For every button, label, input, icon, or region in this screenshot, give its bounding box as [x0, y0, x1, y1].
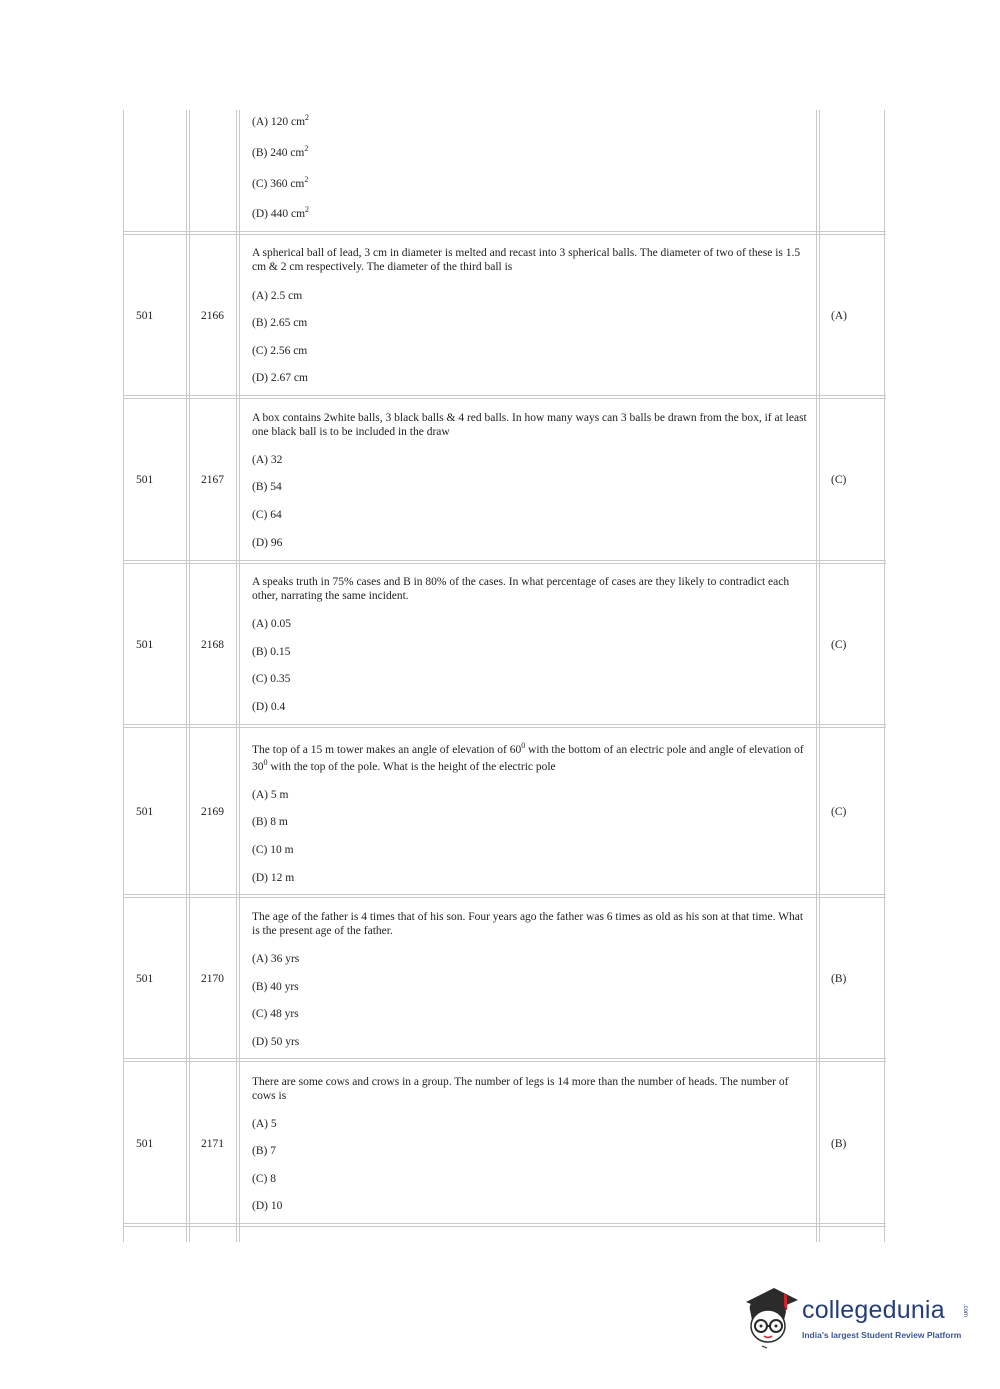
- question-text: The age of the father is 4 times that of his son. Four years ago the father was 6 times as old as his son at that time. What is the present age of the father.: [252, 911, 804, 937]
- mascot-icon: [740, 1280, 802, 1350]
- paper-code: 501: [136, 806, 154, 818]
- row-divider: [123, 894, 886, 895]
- row-divider: [123, 1061, 886, 1062]
- question-number: 2169: [201, 806, 224, 818]
- option-b: (B) 2.65 cm: [252, 317, 308, 329]
- option-d: (D) 440 $cm^2$: [252, 205, 310, 220]
- row-divider: [123, 560, 886, 561]
- option-a: (A) 2.5 cm: [252, 290, 303, 302]
- option-b: (B) 0.15: [252, 646, 291, 658]
- column-divider: [819, 110, 820, 1242]
- option-d: (D) 12 m: [252, 872, 295, 884]
- option-c: (C) 10 m: [252, 844, 294, 856]
- option-a: (A) 5: [252, 1118, 277, 1130]
- question-text: There are some cows and crows in a group. The number of legs is 14 more than the number of heads. The number of cows is: [252, 1076, 789, 1102]
- table-border-right: [884, 110, 885, 1242]
- column-divider: [239, 110, 240, 1242]
- question-text: The top of a 15 m tower makes an angle of elevation of $60^0$ with the bottom of an electric pole and angle of elevation of $30^0$ with the top of the pole. What is the height of the electric pole: [252, 741, 804, 773]
- row-divider: [123, 395, 886, 396]
- row-divider: [123, 563, 886, 564]
- row-divider: [123, 727, 886, 728]
- row-divider: [123, 897, 886, 898]
- paper-code: 501: [136, 973, 154, 985]
- collegedunia-logo: [740, 1280, 970, 1360]
- row-divider: [123, 1223, 886, 1224]
- option-c: (C) 0.35: [252, 673, 291, 685]
- answer-key: (B): [831, 1138, 847, 1150]
- option-d: (D) 0.4: [252, 701, 286, 713]
- option-b: (B) 7: [252, 1145, 276, 1157]
- option-c: (C) 48 yrs: [252, 1008, 299, 1020]
- paper-code: 501: [136, 1138, 154, 1150]
- question-number: 2166: [201, 310, 224, 322]
- answer-key: (C): [831, 474, 847, 486]
- option-a: (A) 120 $cm^2$: [252, 113, 310, 128]
- row-divider: [123, 398, 886, 399]
- logo-domain: .com: [962, 1304, 968, 1318]
- answer-key: (C): [831, 639, 847, 651]
- column-divider: [186, 110, 187, 1242]
- column-divider: [189, 110, 190, 1242]
- answer-key: (A): [831, 310, 847, 322]
- row-divider: [123, 1058, 886, 1059]
- option-b: (B) 54: [252, 481, 282, 493]
- question-text: A box contains 2white balls, 3 black balls & 4 red balls. In how many ways can 3 balls be drawn from the box, if at least one black ball is to be included in the draw: [252, 412, 807, 438]
- option-d: (D) 50 yrs: [252, 1036, 300, 1048]
- option-b: (B) 40 yrs: [252, 981, 299, 993]
- option-c: (C) 8: [252, 1173, 276, 1185]
- answer-key: (C): [831, 806, 847, 818]
- question-number: 2168: [201, 639, 224, 651]
- question-text: A spherical ball of lead, 3 cm in diameter is melted and recast into 3 spherical balls. The diameter of two of these is 1.5 cm & 2 cm respectively. The diameter of the third ball is: [252, 247, 801, 273]
- question-text: A speaks truth in 75% cases and B in 80% of the cases. In what percentage of cases are they likely to contradict each other, narrating the same incident.: [252, 576, 790, 602]
- question-number: 2170: [201, 973, 224, 985]
- question-number: 2171: [201, 1138, 224, 1150]
- column-divider: [816, 110, 817, 1242]
- row-divider: [123, 231, 886, 232]
- row-divider: [123, 234, 886, 235]
- option-a: (A) 32: [252, 454, 283, 466]
- option-d: (D) 2.67 cm: [252, 372, 308, 384]
- option-c: (C) 64: [252, 509, 282, 521]
- logo-tagline: India's largest Student Review Platform: [802, 1330, 962, 1340]
- logo-wordmark: collegedunia: [802, 1296, 945, 1324]
- option-c: (C) 2.56 cm: [252, 345, 308, 357]
- answer-key: (B): [831, 973, 847, 985]
- table-border-left: [123, 110, 124, 1242]
- row-divider: [123, 1226, 886, 1227]
- option-c: (C) 360 $cm^2$: [252, 175, 309, 190]
- option-a: (A) 5 m: [252, 789, 289, 801]
- option-d: (D) 10: [252, 1200, 283, 1212]
- option-d: (D) 96: [252, 537, 283, 549]
- row-divider: [123, 724, 886, 725]
- option-a: (A) 36 yrs: [252, 953, 300, 965]
- paper-code: 501: [136, 639, 154, 651]
- paper-code: 501: [136, 474, 154, 486]
- option-b: (B) 8 m: [252, 816, 288, 828]
- option-b: (B) 240 $cm^2$: [252, 144, 309, 159]
- paper-code: 501: [136, 310, 154, 322]
- column-divider: [236, 110, 237, 1242]
- option-a: (A) 0.05: [252, 618, 291, 630]
- question-number: 2167: [201, 474, 224, 486]
